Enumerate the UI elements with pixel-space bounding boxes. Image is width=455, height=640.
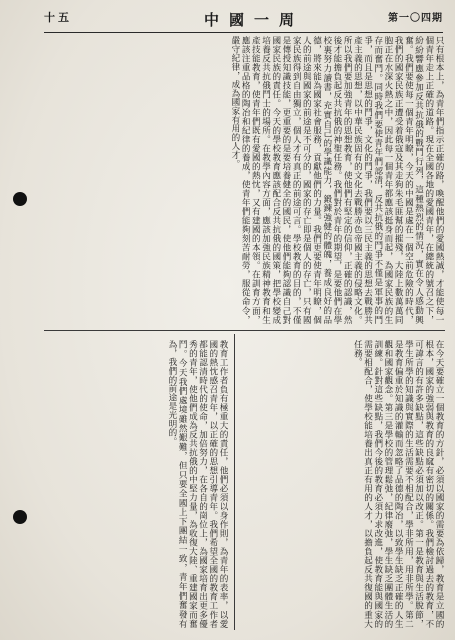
binder-hole xyxy=(13,510,27,524)
issue-number: 第一〇四期 xyxy=(388,13,443,24)
column-divider-vertical xyxy=(234,334,235,630)
article-column-bottom-left: 教育工作者負有極重大的責任，他們必須以身作則，為青年的表率，以愛國的熱忱感召青年，以正確的思想引導青年。我們希望全國的教育工作者都能認清時代的使命，加倍努力，在各自的崗位上，為國家培育出更多優秀的青年，使他們成為反共抗俄的中堅力量，為收復大陸、重建國家而奮鬥。今天我們處境雖然艱難，但只要全國上下團結一致，青年們奮發有為，我們的前途是光明的。 xyxy=(166,340,228,628)
article-column-top: 只有根本上，為青年們指示正確的路，喚醒他們的愛國熱誠，才能使每一個青年走上正確的道路。現在全國各地的愛國青年，在總統的號召之下，紛紛響應參加反共抗俄的戰鬥行列，這種熱烈的情況，實在令人感動興奮。我們要使每一個青年明瞭，今天的中國是處在一個空前危險的時代，我們的國家民族正遭受着俄寇及其走狗朱毛匪幫的摧殘，大陸上數萬萬同胞正在水深火熱之中，因此每一個青年都應該挺身而起，為國家民族的生存而奮鬥。同時我們要使青年們認清，反共抗俄的鬥爭不僅是軍事的鬥爭，而且是思想的鬥爭，文化的鬥爭，我們要以三民主義的思想去戰勝共產主義的思想，以中華民族固有的文化去戰勝赤色帝國主義的侵略文化。所以我們要加強青年的思想教育，使他們有堅定的信仰，正確的認識，然後才能擔負起反共抗俄的神聖任務。我們對於青年的期望，是要他們在學校裏努力讀書，充實自己的學識能力，鍛鍊強健的體魄，養成良好的品德，將來能為國家社會服務，貢獻他們的力量。我們更要使青年明瞭，個人的前途與國家的前途是不可分的，國家的存亡即是個人的存亡，只有國家民族得到自由獨立，個人才有真正的前途可言。學校教育的目的，不僅是傳授知識技能，更重要的是要培養健全的國民，使他們能夠認識自己對國家民族的責任。今天的學校教育應該配合反共抗俄的國策，把學校變成培養反共抗俄鬥士的場所。在教學內容方面，應該加強民族精神教育和生產技能教育，使青年們既有愛國的熱忱，又有建國的本領。在訓育方面，應該注重品格的陶冶和紀律的養成，使青年們能夠刻苦耐勞，服從命令，嚴守紀律，成為國家有用的人才。 xyxy=(229,36,444,324)
journal-title: 中國一周 xyxy=(204,11,305,29)
binder-hole xyxy=(13,192,27,206)
column-divider-horizontal xyxy=(44,330,445,331)
page-header xyxy=(44,8,443,33)
page-number: 十五 xyxy=(44,11,72,24)
article-column-bottom-right: 在今天要確立一個教育的方針，必須以國家的需要為依歸，教育是立國的根本，國家的強弱與教育的良窳有密切的關係。我們檢討過去的教育，不可諱言的有許多缺點，這些缺點必須加以改正。第一是教育與生活脫節，學生所學的知識與實際的生活需要不相配合，學非所用，用非所學。第二是教育偏重於知識的灌輸而忽略了品德的陶冶，以致學生缺乏正確的人生觀和國家觀念。第三是學校的管理鬆弛，紀律廢弛，學生缺乏團體生活的訓練。針對這些缺點，我們今後的教育必須力求改進，使教育能與國家的需要相配合，使學校能培養出真正有用的人才，以擔負起反共復國的重大任務。 xyxy=(352,340,444,628)
